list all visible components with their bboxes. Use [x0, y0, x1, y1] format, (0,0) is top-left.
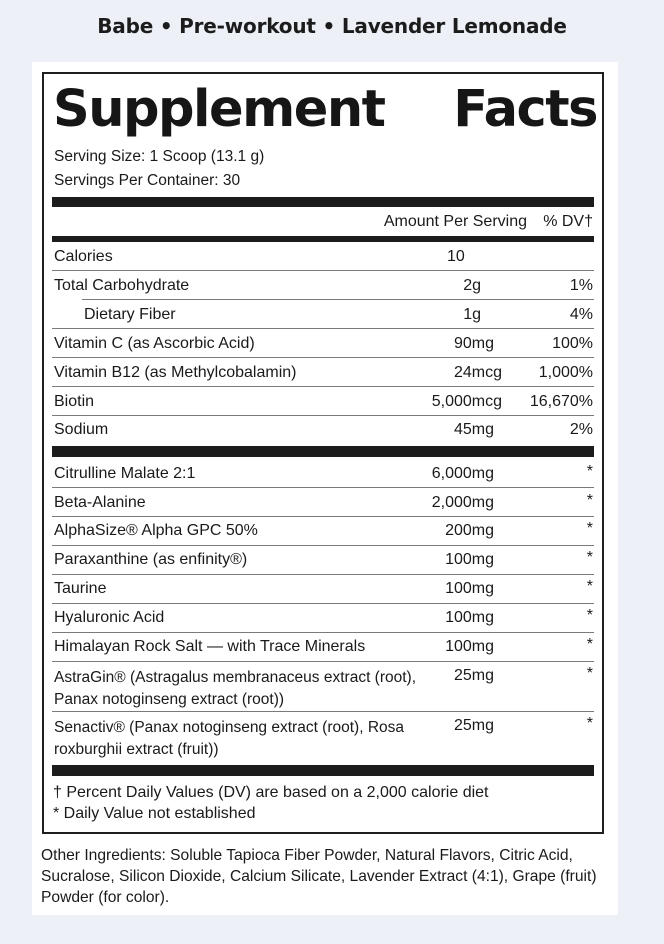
facts-heading	[53, 80, 597, 140]
footnote-not-established: * Daily Value not established	[53, 805, 256, 822]
ingredient-amount: 25mg	[453, 667, 494, 684]
thick-divider	[52, 765, 594, 776]
row-divider	[52, 711, 594, 712]
ingredient-name: Himalayan Rock Salt — with Trace Minerals	[54, 638, 366, 655]
ingredient-amount: 100mg	[445, 638, 494, 655]
ingredient-name: Paraxanthine (as enfinity®)	[54, 551, 248, 568]
nutrient-dv: 100%	[552, 335, 593, 352]
nutrient-name: Sodium	[54, 421, 109, 438]
ingredient-dv: *	[586, 715, 593, 732]
nutrient-name: Vitamin B12 (as Methylcobalamin)	[54, 364, 297, 381]
ingredient-name: AstraGin® (Astragalus membranaceus extract (root), Panax notoginseng extract (root))	[54, 669, 417, 708]
nutrient-dv: 16,670%	[529, 393, 593, 410]
servings-per-container: Servings Per Container: 30	[54, 172, 241, 189]
ingredient-dv: *	[586, 549, 593, 566]
nutrient-amount: 24mcg	[453, 364, 502, 381]
nutrient-dv: 1%	[569, 277, 593, 294]
row-divider	[52, 487, 594, 488]
ingredient-amount: 25mg	[453, 717, 494, 734]
amount-per-serving-header: Amount Per Serving	[383, 213, 527, 230]
ingredient-name: Senactiv® (Panax notoginseng extract (root), Rosa roxburghii extract (fruit))	[54, 719, 405, 758]
nutrient-dv: 2%	[569, 421, 593, 438]
ingredient-dv: *	[586, 636, 593, 653]
ingredient-dv: *	[586, 520, 593, 537]
thick-divider	[52, 197, 594, 207]
row-divider	[52, 574, 594, 575]
nutrient-amount: 10	[447, 248, 465, 265]
other-ingredients: Other Ingredients: Soluble Tapioca Fiber Powder, Natural Flavors, Citric Acid, Sucralose, Silicon Dioxide, Calcium Silicate, Lavender Extract (4:1), Grape (fruit) Powder (for color).	[41, 847, 597, 906]
ingredient-amount: 2,000mg	[431, 494, 494, 511]
ingredient-name: Hyaluronic Acid	[54, 609, 165, 626]
row-divider	[52, 632, 594, 633]
row-divider	[52, 270, 594, 271]
row-divider	[52, 357, 594, 358]
row-divider	[52, 661, 594, 662]
row-divider	[52, 545, 594, 546]
nutrient-amount: 2g	[463, 277, 481, 294]
ingredient-name: Taurine	[54, 580, 107, 597]
nutrient-amount: 45mg	[453, 421, 494, 438]
nutrient-amount: 90mg	[453, 335, 494, 352]
ingredient-name: Citrulline Malate 2:1	[54, 465, 196, 482]
nutrient-dv: 1,000%	[538, 364, 593, 381]
ingredient-dv: *	[586, 665, 593, 682]
row-divider	[52, 603, 594, 604]
row-divider	[52, 386, 594, 387]
thick-divider	[52, 446, 594, 457]
row-divider	[52, 516, 594, 517]
nutrient-name: Calories	[54, 248, 113, 265]
product-title: Babe • Pre-workout • Lavender Lemonade	[97, 14, 567, 38]
heading-word-1: Supplement	[53, 80, 385, 139]
row-divider	[52, 415, 594, 416]
ingredient-amount: 6,000mg	[431, 465, 494, 482]
nutrient-name: Total Carbohydrate	[54, 277, 190, 294]
serving-size: Serving Size: 1 Scoop (13.1 g)	[54, 148, 265, 165]
ingredient-name: Beta-Alanine	[54, 494, 146, 511]
nutrient-amount: 5,000mcg	[431, 393, 502, 410]
ingredient-dv: *	[586, 607, 593, 624]
ingredient-amount: 100mg	[445, 580, 494, 597]
nutrient-name: Biotin	[54, 393, 95, 410]
ingredient-name: AlphaSize® Alpha GPC 50%	[54, 522, 258, 539]
ingredient-amount: 200mg	[445, 522, 494, 539]
nutrient-dv: 4%	[569, 306, 593, 323]
nutrient-name: Dietary Fiber	[84, 306, 176, 323]
ingredient-dv: *	[586, 463, 593, 480]
dv-header: % DV†	[543, 213, 593, 230]
row-divider	[82, 299, 594, 300]
ingredient-amount: 100mg	[445, 609, 494, 626]
heading-word-2: Facts	[453, 80, 597, 139]
ingredient-dv: *	[586, 492, 593, 509]
ingredient-amount: 100mg	[445, 551, 494, 568]
ingredient-dv: *	[586, 578, 593, 595]
row-divider	[52, 328, 594, 329]
footnote-dv: † Percent Daily Values (DV) are based on a 2,000 calorie diet	[53, 784, 489, 801]
header-divider	[52, 236, 594, 242]
nutrient-name: Vitamin C (as Ascorbic Acid)	[54, 335, 255, 352]
nutrient-amount: 1g	[463, 306, 481, 323]
